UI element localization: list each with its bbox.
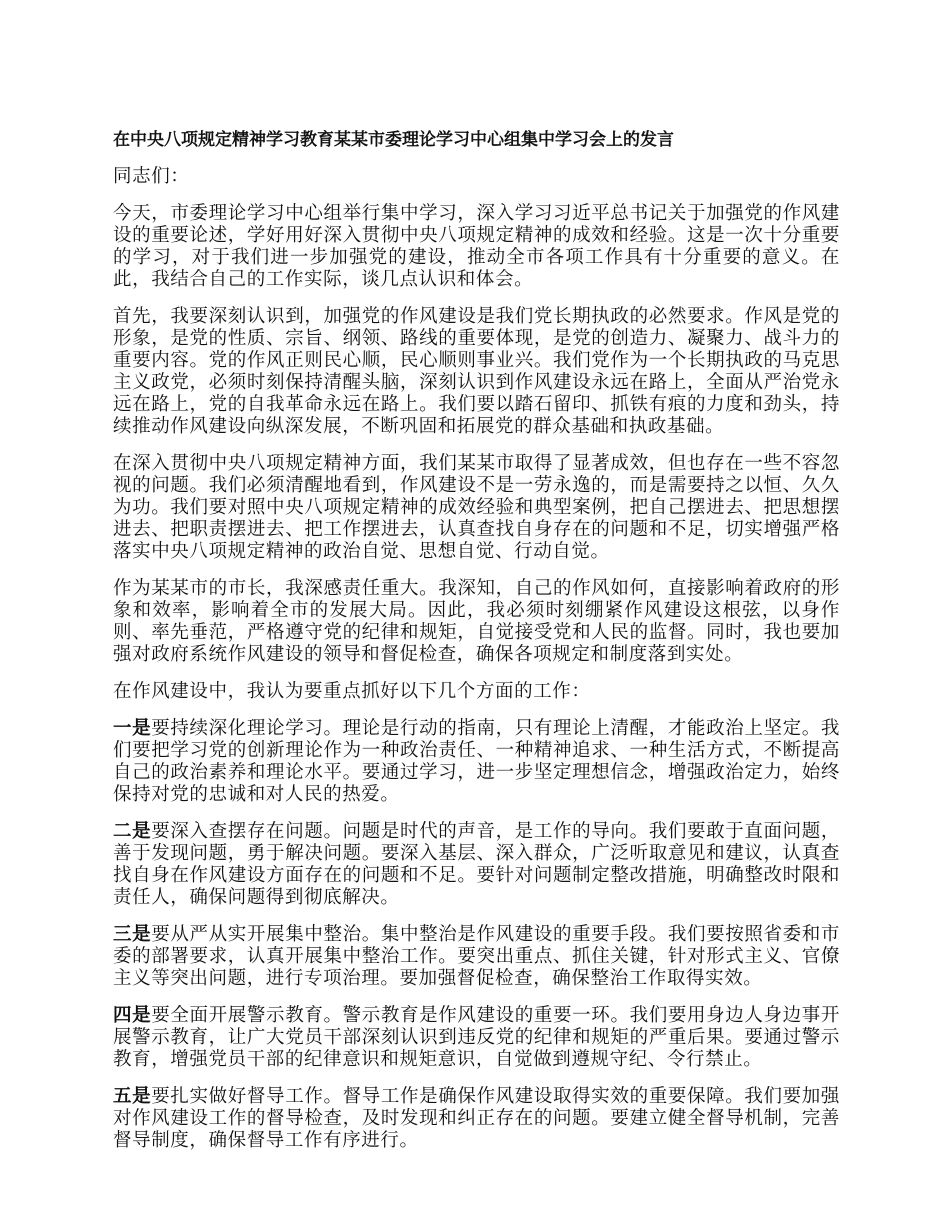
point-text: 要持续深化理论学习。理论是行动的指南，只有理论上清醒，才能政治上坚定。我们要把学习党的创新理论作为一种政治责任、一种精神追求、一种生活方式，不断提高自己的政治素养和理论水平。要通过学习，进一步坚定理想信念，增强政治定力，始终保持对党的忠诚和对人民的热爱。 [113,718,840,805]
point-paragraph [113,1086,840,1152]
point-lead: 三是 [113,924,152,945]
paragraph-work-intro: 在作风建设中，我认为要重点抓好以下几个方面的工作： [113,681,591,702]
paragraph-responsibility: 作为某某市的市长，我深感责任重大。我深知，自己的作风如何，直接影响着政府的形象和效率，影响着全市的发展大局。因此，我必须时刻绷紧作风建设这根弦，以身作则、率先垂范，严格遵守党的纪律和规矩，自觉接受党和人民的监督。同时，我也要加强对政府系统作风建设的领导和督促检查，确保各项规定和制度落到实处。 [113,578,840,665]
point-text: 要从严从实开展集中整治。集中整治是作风建设的重要手段。我们要按照省委和市委的部署要求，认真开展集中整治工作。要突出重点、抓住关键，针对形式主义、官僚主义等突出问题，进行专项治理。要加强督促检查，确保整治工作取得实效。 [113,924,840,989]
point-paragraph [113,821,840,909]
paragraph-intro: 今天，市委理论学习中心组举行集中学习，深入学习习近平总书记关于加强党的作风建设的重要论述，学好用好深入贯彻中央八项规定精神的成效和经验。这是一次十分重要的学习，对于我们进一步加强党的建设，推动全市各项工作具有十分重要的意义。在此，我结合自己的工作实际，谈几点认识和体会。 [113,203,840,290]
point-text: 要深入查摆存在问题。问题是时代的声音，是工作的导向。我们要敢于直面问题，善于发现问题，勇于解决问题。要深入基层、深入群众，广泛听取意见和建议，认真查找自身在作风建设方面存在的问题和不足。要针对问题制定整改措施，明确整改时限和责任人，确保问题得到彻底解决。 [113,821,840,908]
document-title: 在中央八项规定精神学习教育某某市委理论学习中心组集中学习会上的发言 [113,130,674,150]
paragraph-implementation: 在深入贯彻中央八项规定精神方面，我们某某市取得了显著成效，但也存在一些不容忽视的问题。我们必须清醒地看到，作风建设不是一劳永逸的，而是需要持之以恒、久久为功。我们要对照中央八项规定精神的成效经验和典型案例，把自己摆进去、把思想摆进去、把职责摆进去、把工作摆进去，认真查找自身存在的问题和不足，切实增强严格落实中央八项规定精神的政治自觉、思想自觉、行动自觉。 [113,453,840,562]
point-text: 要扎实做好督导工作。督导工作是确保作风建设取得实效的重要保障。我们要加强对作风建设工作的督导检查，及时发现和纠正存在的问题。要建立健全督导机制，完善督导制度，确保督导工作有序进行。 [113,1086,840,1151]
point-lead: 四是 [113,1005,152,1026]
document-page [113,128,840,1167]
point-text: 要全面开展警示教育。警示教育是作风建设的重要一环。我们要用身边人身边事开展警示教育，让广大党员干部深刻认识到违反党的纪律和规矩的严重后果。要通过警示教育，增强党员干部的纪律意识和规矩意识，自觉做到遵规守纪、令行禁止。 [113,1005,840,1070]
salutation: 同志们： [113,166,190,187]
point-lead: 二是 [113,821,152,842]
paragraph-first: 首先，我要深刻认识到，加强党的作风建设是我们党长期执政的必然要求。作风是党的形象，是党的性质、宗旨、纲领、路线的重要体现，是党的创造力、凝聚力、战斗力的重要内容。党的作风正则民心顺，民心顺则事业兴。我们党作为一个长期执政的马克思主义政党，必须时刻保持清醒头脑，深刻认识到作风建设永远在路上，全面从严治党永远在路上，党的自我革命永远在路上。我们要以踏石留印、抓铁有痕的力度和劲头，持续推动作风建设向纵深发展，不断巩固和拓展党的群众基础和执政基础。 [113,306,840,437]
point-paragraph [113,1005,840,1071]
point-paragraph [113,924,840,990]
point-lead: 一是 [113,718,152,739]
point-lead: 五是 [113,1086,152,1107]
point-paragraph [113,718,840,806]
